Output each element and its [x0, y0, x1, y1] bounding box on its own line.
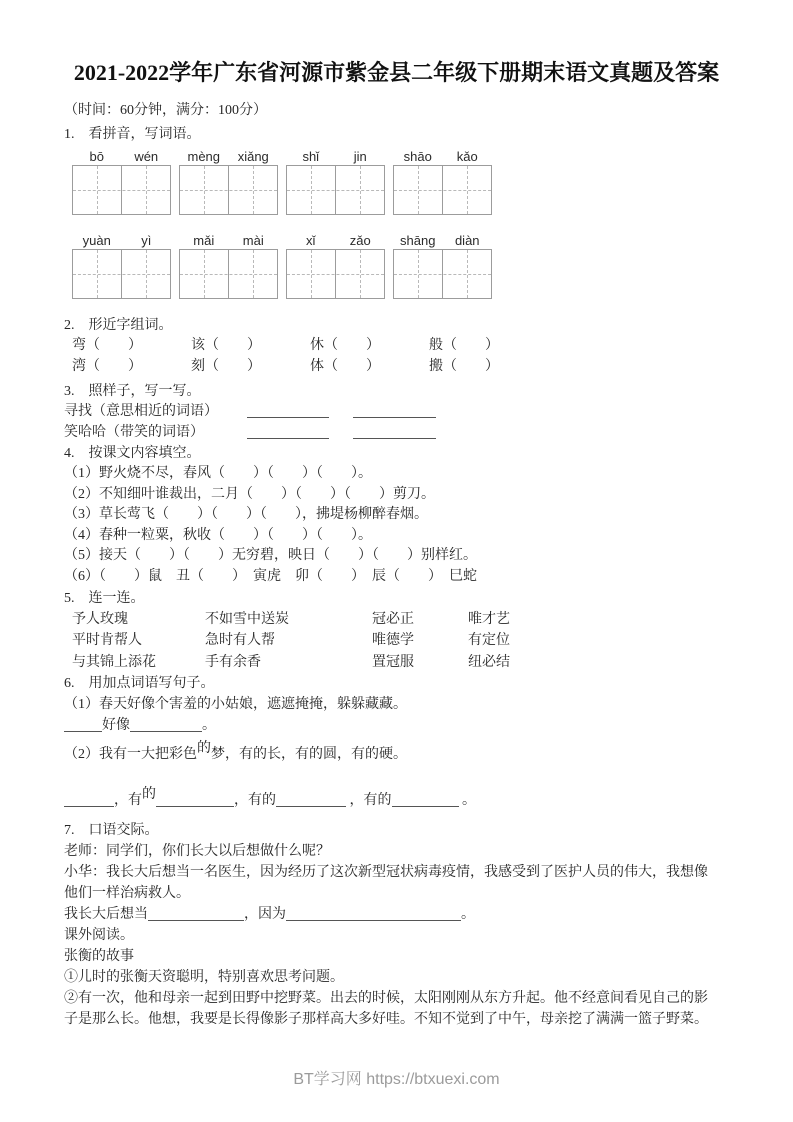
pinyin-syllable: diàn: [454, 233, 480, 248]
pinyin-syllable: kǎo: [456, 149, 478, 164]
q5-col-2: [205, 609, 372, 674]
pinyin-syllable: xiǎng: [237, 149, 269, 164]
match-item: 平时肯帮人: [72, 633, 142, 649]
word-pair-cell: 休（ ）: [310, 338, 380, 353]
answer-blank: [392, 792, 459, 807]
text-segment: 好像: [102, 718, 130, 734]
reading-para-1: ①儿时的张衡天资聪明，特别喜欢思考问题。: [64, 970, 344, 986]
answer-blank: [353, 424, 436, 439]
match-item: 唯德学: [372, 633, 414, 649]
writing-cell: [287, 250, 335, 298]
writing-cell: [73, 250, 121, 298]
q7-teacher-line: 老师：同学们，你们长大以后想做什么呢？: [64, 844, 330, 860]
writing-boxes: [286, 249, 385, 299]
q2-label: 2. 形近字组词。: [64, 318, 173, 333]
answer-blank: [247, 424, 329, 439]
pinyin-labels: [179, 233, 278, 249]
match-item: 与其锦上添花: [72, 654, 156, 670]
pinyin-syllable: xǐ: [306, 233, 316, 248]
writing-cell: [121, 250, 170, 298]
answer-blank: [156, 792, 234, 807]
q5-col-3: [372, 609, 468, 674]
q4-items: [64, 464, 729, 588]
pinyin-syllable: bō: [89, 149, 104, 164]
match-item: 有定位: [468, 633, 510, 649]
pinyin-row: [72, 149, 729, 215]
q3-label: 3. 照样子，写一写。: [64, 384, 201, 399]
answer-blank: [130, 717, 202, 732]
q3-row: [64, 402, 729, 423]
answer-blank: [64, 792, 114, 807]
q6-label: 6. 用加点词语写句子。: [64, 676, 215, 692]
pinyin-word-group: [72, 149, 171, 215]
writing-boxes: [72, 249, 171, 299]
answer-blank: [276, 792, 346, 807]
emphasized-char: 的: [142, 787, 156, 803]
q5-columns: [72, 609, 729, 674]
writing-cell: [228, 250, 277, 298]
q1-pinyin-rows: [64, 149, 729, 299]
writing-cell: [442, 250, 491, 298]
text-segment: （2）我有一大把彩色: [64, 747, 197, 763]
writing-cell: [180, 250, 228, 298]
q3-prompt: 笑哈哈（带笑的词语）: [64, 424, 204, 440]
text-segment: 我长大后想当: [64, 907, 148, 923]
pinyin-syllable: mèng: [187, 149, 221, 164]
pinyin-word-group: [393, 233, 492, 299]
q6-item2: [64, 741, 729, 765]
q5-col-1: [72, 609, 205, 674]
writing-cell: [228, 166, 277, 214]
writing-boxes: [393, 249, 492, 299]
answer-blank: [148, 906, 244, 921]
q1-label: 1. 看拼音，写词语。: [64, 127, 201, 142]
q5-col-4: [468, 609, 510, 674]
pinyin-labels: [393, 233, 492, 249]
emphasized-char: 的: [197, 741, 211, 757]
q6-answer1: [64, 715, 729, 736]
match-item: 置冠服: [372, 654, 414, 670]
writing-boxes: [179, 249, 278, 299]
word-pair-cell: 弯（ ）: [72, 338, 142, 353]
pinyin-labels: [286, 149, 385, 165]
pinyin-word-group: [286, 233, 385, 299]
q7-xiaohua-line: 小华：我长大后想当一名医生，因为经历了这次新型冠状病毒疫情，我感受到了医护人员的伟大，我想像他们一样治病救人。: [64, 865, 708, 902]
answer-blank: [247, 403, 329, 418]
word-pair-cell: 湾（ ）: [72, 358, 142, 374]
footer-watermark: BT学习网 https://btxuexi.com: [293, 1071, 500, 1088]
pinyin-word-group: [286, 149, 385, 215]
pinyin-syllable: wén: [134, 149, 159, 164]
reading-para-2: ②有一次，他和母亲一起到田野中挖野菜。出去的时候，太阳刚刚从东方升起。他不经意间看见自己的影子是那么长。他想，我要是长得像影子那样高大多好哇。不知不觉到了中午，母亲挖了满满一篮子野菜。: [64, 991, 708, 1028]
exam-info: （时间：60分钟，满分：100分）: [64, 103, 267, 118]
match-item: 纽必结: [468, 654, 510, 670]
writing-cell: [121, 166, 170, 214]
pinyin-syllable: yuàn: [82, 233, 111, 248]
pinyin-labels: [179, 149, 278, 165]
text-segment: 。: [461, 907, 475, 923]
q4-label: 4. 按课文内容填空。: [64, 446, 201, 461]
writing-boxes: [286, 165, 385, 215]
fill-blank-item: （6）（ ）鼠 丑（ ） 寅虎 卯（ ） 辰（ ） 巳蛇: [64, 568, 477, 584]
match-item: 不如雪中送炭: [205, 611, 289, 627]
reading-label: 课外阅读。: [64, 928, 134, 944]
fill-blank-item: （4）春种一粒粟，秋收（ ）（ ）（ ）。: [64, 527, 372, 543]
answer-blank: [286, 906, 461, 921]
exam-title: 2021-2022学年广东省河源市紫金县二年级下册期末语文真题及答案: [73, 60, 720, 85]
q3-prompt: 寻找（意思相近的词语）: [64, 404, 218, 419]
answer-blank: [64, 717, 102, 732]
fill-blank-item: （2）不知细叶谁裁出，二月（ ）（ ）（ ）剪刀。: [64, 486, 435, 502]
pinyin-word-group: [179, 149, 278, 215]
pinyin-word-group: [393, 149, 492, 215]
text-segment: ，有的: [346, 793, 392, 809]
q2-row: [72, 336, 729, 357]
writing-cell: [394, 166, 442, 214]
fill-blank-item: （1）野火烧不尽，春风（ ）（ ）（ ）。: [64, 466, 372, 481]
text-segment: 。: [202, 718, 216, 734]
writing-cell: [442, 166, 491, 214]
match-item: 手有余香: [205, 654, 261, 670]
pinyin-syllable: jin: [353, 149, 367, 164]
q7-answer-line: [64, 904, 729, 925]
pinyin-syllable: mǎi: [193, 233, 215, 248]
fill-blank-item: （5）接天（ ）（ ）无穷碧，映日（ ）（ ）别样红。: [64, 548, 477, 564]
writing-cell: [180, 166, 228, 214]
writing-cell: [394, 250, 442, 298]
pinyin-word-group: [72, 233, 171, 299]
word-pair-cell: 体（ ）: [310, 358, 380, 374]
writing-cell: [335, 166, 384, 214]
word-pair-cell: 般（ ）: [429, 338, 499, 353]
writing-cell: [335, 250, 384, 298]
q3-row: [64, 423, 729, 444]
word-pair-cell: 该（ ）: [191, 338, 261, 353]
text-segment: ，有: [114, 793, 142, 809]
q6-answer2: [64, 787, 729, 811]
writing-cell: [73, 166, 121, 214]
reading-title: 张衡的故事: [64, 949, 134, 965]
writing-boxes: [72, 165, 171, 215]
pinyin-syllable: shāng: [400, 233, 436, 248]
text-segment: 梦，有的长，有的圆，有的硬。: [211, 747, 407, 763]
pinyin-labels: [286, 233, 385, 249]
q2-row: [72, 357, 729, 378]
word-pair-cell: 刻（ ）: [191, 358, 261, 374]
match-item: 冠必正: [372, 611, 414, 627]
text-segment: ，因为: [244, 907, 286, 923]
pinyin-syllable: shǐ: [302, 149, 320, 164]
fill-blank-item: （3）草长莺飞（ ）（ ）（ ），拂堤杨柳醉春烟。: [64, 507, 428, 523]
pinyin-labels: [72, 149, 171, 165]
writing-boxes: [179, 165, 278, 215]
pinyin-labels: [72, 233, 171, 249]
pinyin-syllable: zǎo: [349, 233, 371, 248]
match-item: 急时有人帮: [205, 633, 275, 649]
match-item: 予人玫瑰: [72, 611, 128, 627]
pinyin-row: [72, 233, 729, 299]
answer-blank: [353, 403, 436, 418]
match-item: 唯才艺: [468, 611, 510, 627]
q5-label: 5. 连一连。: [64, 590, 145, 606]
pinyin-syllable: yì: [141, 233, 152, 248]
writing-boxes: [393, 165, 492, 215]
writing-cell: [287, 166, 335, 214]
text-segment: ，有的: [234, 793, 276, 809]
q7-label: 7. 口语交际。: [64, 823, 159, 839]
pinyin-syllable: mài: [242, 233, 264, 248]
text-segment: 。: [458, 793, 476, 809]
pinyin-syllable: shāo: [403, 149, 432, 164]
pinyin-word-group: [179, 233, 278, 299]
q6-item1: （1）春天好像个害羞的小姑娘，遮遮掩掩，躲躲藏藏。: [64, 697, 407, 713]
pinyin-labels: [393, 149, 492, 165]
word-pair-cell: 搬（ ）: [429, 358, 499, 374]
